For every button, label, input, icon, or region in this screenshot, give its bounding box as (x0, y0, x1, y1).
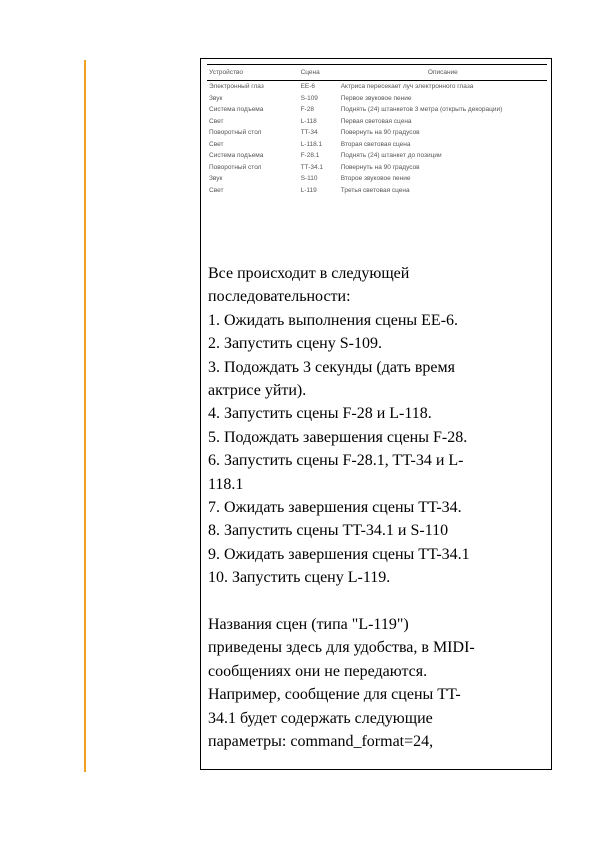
note-line: сообщениях они не передаются. (208, 662, 428, 680)
cell-device: Система подъема (209, 106, 264, 114)
paragraph-gap (208, 590, 546, 613)
cell-scene: S-110 (300, 175, 318, 183)
note-line: Например, сообщение для сцены TT- (208, 686, 461, 704)
cell-scene: S-109 (300, 94, 318, 102)
cell-description: Повернуть на 90 градусов (340, 163, 420, 171)
cell-scene: TT-34.1 (300, 163, 323, 171)
header-device: Устройство (209, 69, 244, 76)
step-line: 3. Подождать 3 секунды (дать время (208, 358, 455, 376)
table-row (207, 104, 547, 116)
cell-device: Поворотный стол (209, 163, 262, 171)
table-row (207, 116, 547, 128)
intro-line: последовательности: (208, 288, 351, 306)
table-row (207, 162, 547, 174)
table-row (207, 127, 547, 139)
table-header-row (207, 65, 547, 81)
cell-device: Звук (209, 94, 223, 102)
cell-description: Актриса пересекает луч электронного глаза (340, 83, 474, 91)
step-line: 4. Запустить сцены F-28 и L-118. (208, 405, 432, 423)
step-line: 7. Ожидать завершения сцены TT-34. (208, 499, 462, 517)
body-text (208, 262, 546, 754)
step-line: 2. Запустить сцену S-109. (208, 335, 382, 353)
table-row (207, 173, 547, 185)
cell-device: Электронный глаз (209, 83, 264, 91)
scene-table (207, 64, 547, 196)
cell-description: Третья световая сцена (340, 186, 410, 194)
cell-scene: EE-6 (300, 83, 316, 91)
cell-description: Поднять (24) штанкет до позиции (340, 152, 442, 160)
cell-scene: F-28 (300, 106, 314, 114)
cell-description: Вторая световая сцена (340, 140, 411, 148)
header-description: Описание (427, 69, 458, 76)
table-row (207, 93, 547, 105)
cell-scene: F-28.1 (300, 152, 320, 160)
intro-line: Все происходит в следующей (208, 265, 410, 282)
table-row (207, 139, 547, 151)
cell-device: Поворотный стол (209, 129, 262, 137)
step-line: актрисе уйти). (208, 382, 307, 400)
note-line: приведены здесь для удобства, в MIDI- (208, 639, 475, 657)
accent-line (84, 60, 86, 772)
step-line: 9. Ожидать завершения сцены TT-34.1 (208, 545, 470, 563)
cell-device: Система подъема (209, 152, 264, 160)
step-line: 8. Запустить сцены TT-34.1 и S-110 (208, 522, 449, 540)
step-line: 5. Подождать завершения сцены F-28. (208, 428, 468, 446)
step-line: 6. Запустить сцены F-28.1, TT-34 и L- (208, 452, 464, 470)
table-row (207, 150, 547, 162)
step-line: 10. Запустить сцену L-119. (208, 569, 391, 587)
table-row (207, 81, 547, 93)
table-row (207, 185, 547, 197)
cell-description: Первое звуковое пение (340, 94, 412, 102)
step-line: 1. Ожидать выполнения сцены EE-6. (208, 311, 459, 329)
cell-device: Свет (209, 140, 224, 148)
cell-description: Повернуть на 90 градусов (340, 129, 420, 137)
cell-scene: L-118.1 (300, 140, 323, 148)
note-line: Названия сцен (типа "L-119") (208, 616, 409, 634)
cell-device: Звук (209, 175, 223, 183)
step-line: 118.1 (208, 475, 244, 493)
cell-description: Первая световая сцена (340, 117, 412, 125)
note-line: 34.1 будет содержать следующие (208, 709, 433, 727)
cell-scene: L-119 (300, 186, 317, 194)
cell-device: Свет (209, 186, 224, 194)
cell-scene: L-118 (300, 117, 317, 125)
note-line: параметры: command_format=24, (208, 733, 434, 751)
cell-scene: TT-34 (300, 129, 318, 137)
cell-description: Второе звуковое пение (340, 175, 411, 183)
cell-description: Поднять (24) штанкетов 3 метра (открыть декорации) (340, 106, 503, 114)
header-scene: Сцена (300, 69, 320, 76)
cell-device: Свет (209, 117, 224, 125)
